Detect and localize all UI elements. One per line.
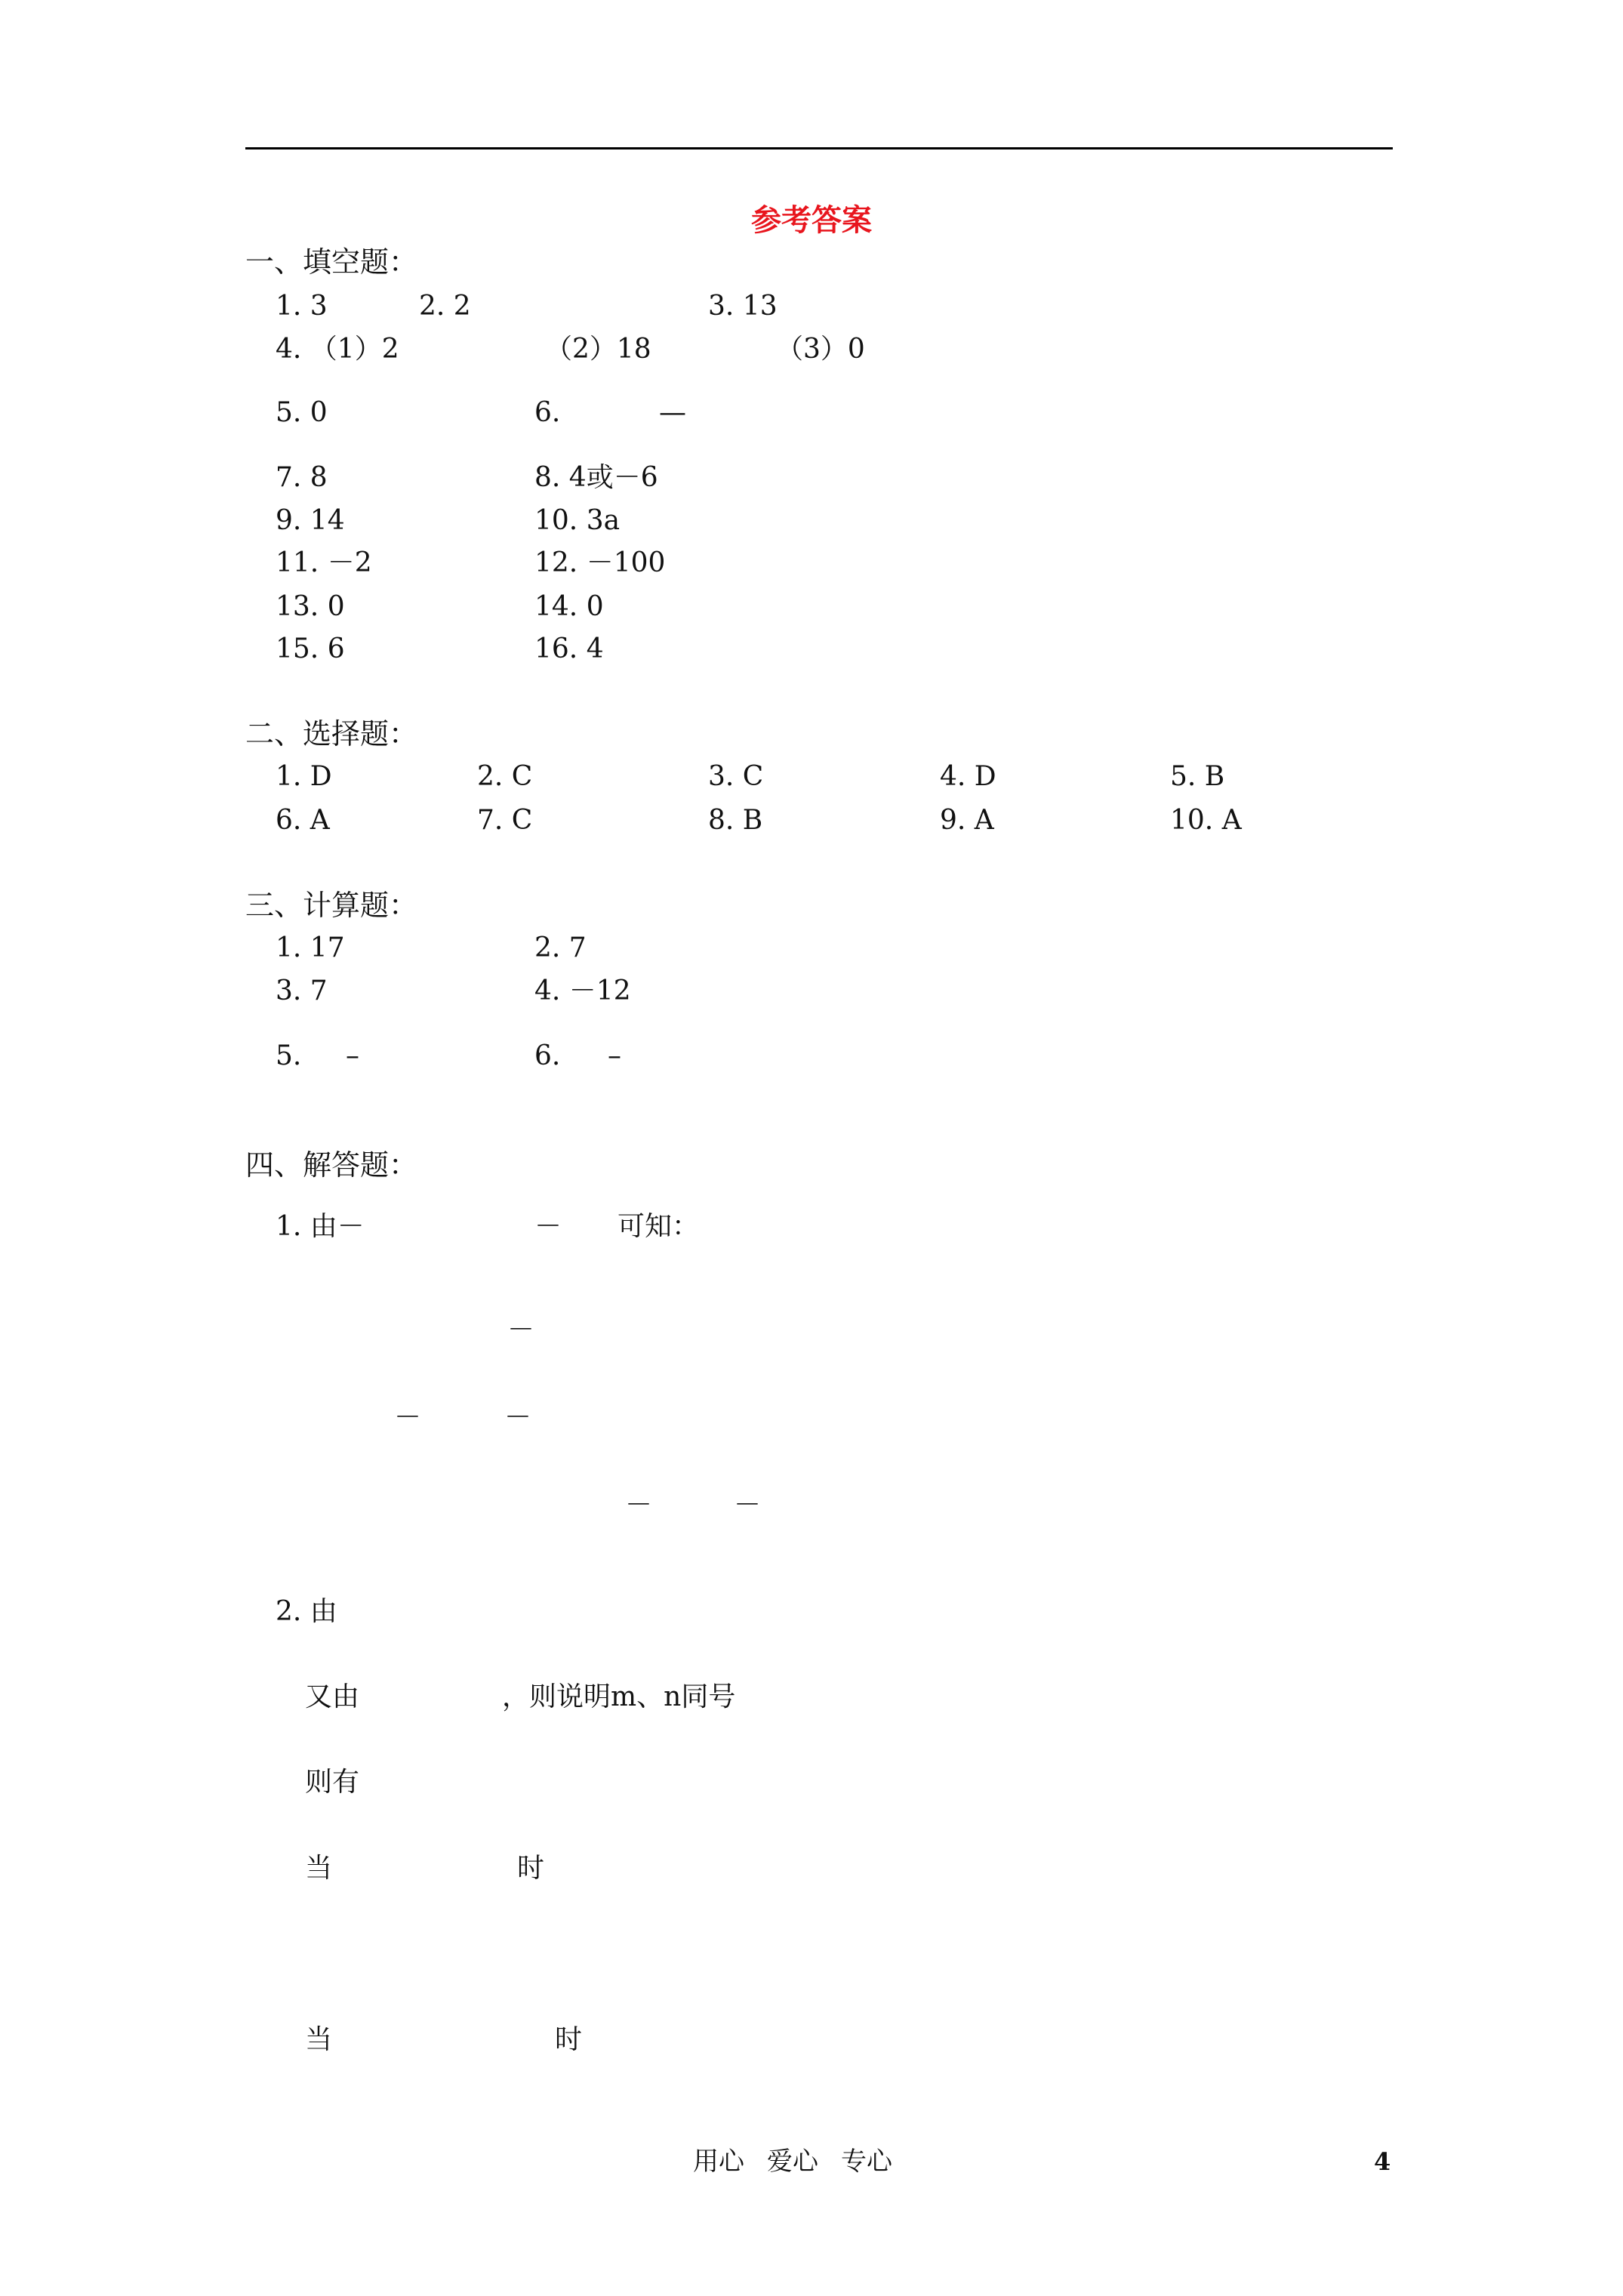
solve-q2-line3: 则有 [305, 1767, 360, 1798]
fill-answer-4-part3: （3）0 [776, 334, 865, 365]
calc-answer-5: 5. [276, 1040, 302, 1071]
choice-answer-3: 3. C [708, 761, 764, 792]
fill-answer-1: 1. 3 [276, 291, 328, 322]
fill-answer-7: 7. 8 [276, 462, 328, 493]
solve-q2-line5-lead: 当 [305, 2024, 333, 2055]
solve-q1-prefix: 1. 由－ [276, 1211, 365, 1242]
fill-answer-8: 8. 4或－6 [534, 462, 658, 493]
solve-q1-line3-minus-a: － [394, 1402, 422, 1433]
solve-q2-line4-lead: 当 [305, 1853, 333, 1884]
fill-answer-5: 5. 0 [276, 397, 328, 428]
choice-answer-10: 10. A [1170, 805, 1242, 836]
choice-answer-4: 4. D [940, 761, 996, 792]
fill-answer-13: 13. 0 [276, 591, 345, 622]
footer-motto-2: 爱心 [767, 2147, 818, 2177]
fill-answer-2: 2. 2 [419, 291, 471, 322]
solve-q2-line2-text: ，则说明m、n同号 [502, 1681, 736, 1712]
fill-answer-12: 12. －100 [534, 547, 666, 578]
choice-answer-9: 9. A [940, 805, 994, 836]
solve-q1-line3-minus-b: － [504, 1402, 532, 1433]
fill-answer-9: 9. 14 [276, 505, 345, 536]
choice-answer-1: 1. D [276, 761, 332, 792]
solve-q1-line4-minus-a: － [625, 1490, 653, 1521]
calc-answer-5-minus: – [346, 1040, 359, 1071]
calc-answer-2: 2. 7 [534, 932, 587, 963]
choice-answer-6: 6. A [276, 805, 330, 836]
fill-answer-15: 15. 6 [276, 633, 345, 664]
calc-answer-6: 6. [534, 1040, 561, 1071]
choice-answer-2: 2. C [477, 761, 533, 792]
section-heading-calc: 三、计算题： [245, 889, 418, 922]
header-rule [245, 147, 1393, 149]
fill-answer-3: 3. 13 [708, 291, 778, 322]
section-heading-fill: 一、填空题： [245, 245, 418, 279]
solve-q2-line2-lead: 又由 [305, 1681, 360, 1712]
fill-answer-11: 11. －2 [276, 547, 372, 578]
fill-answer-4-part1: 4. （1）2 [276, 334, 399, 365]
solve-q1-mid: － [534, 1211, 562, 1242]
page-number: 4 [1374, 2147, 1391, 2176]
choice-answer-7: 7. C [477, 805, 533, 836]
footer-motto-1: 用心 [693, 2147, 744, 2177]
footer-motto-3: 专心 [841, 2147, 892, 2177]
section-heading-solve: 四、解答题： [245, 1148, 418, 1182]
solve-q2-prefix: 2. 由 [276, 1596, 337, 1627]
section-heading-choice: 二、选择题： [245, 717, 418, 750]
choice-answer-8: 8. B [708, 805, 763, 836]
calc-answer-6-minus: – [608, 1040, 621, 1071]
fill-answer-6-fraction-bar: — [659, 397, 686, 428]
calc-answer-1: 1. 17 [276, 932, 345, 963]
solve-q2-line5-tail: 时 [555, 2024, 583, 2055]
fill-answer-10: 10. 3a [534, 505, 621, 536]
fill-answer-16: 16. 4 [534, 633, 604, 664]
page-title: 参考答案 [751, 202, 872, 238]
calc-answer-4: 4. －12 [534, 975, 631, 1006]
solve-q1-line2-minus: － [507, 1314, 535, 1345]
calc-answer-3: 3. 7 [276, 975, 328, 1006]
fill-answer-14: 14. 0 [534, 591, 604, 622]
solve-q1-line4-minus-b: － [734, 1490, 762, 1521]
fill-answer-4-part2: （2）18 [545, 334, 651, 365]
choice-answer-5: 5. B [1170, 761, 1225, 792]
solve-q1-suffix: 可知： [617, 1211, 700, 1242]
fill-answer-6: 6. [534, 397, 561, 428]
solve-q2-line4-tail: 时 [517, 1853, 545, 1884]
